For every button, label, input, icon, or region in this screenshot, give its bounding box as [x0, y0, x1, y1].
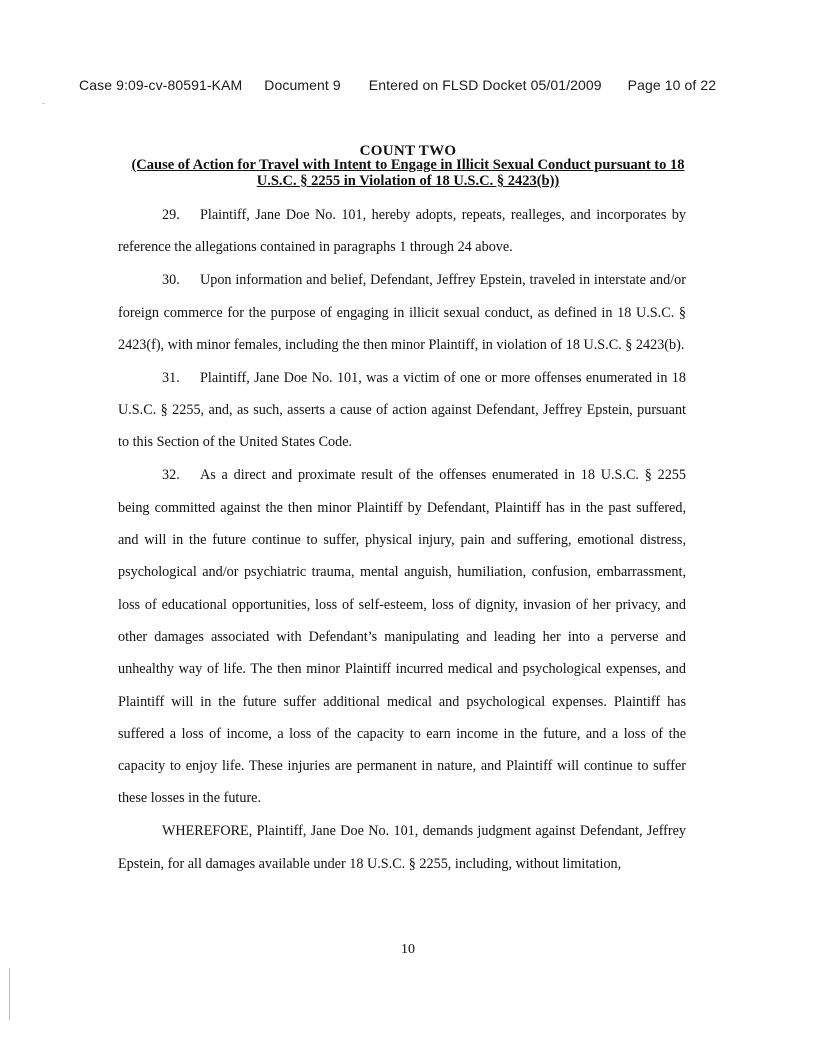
case-number: Case 9:09-cv-80591-KAM [79, 77, 243, 93]
page-count: Page 10 of 22 [627, 77, 717, 93]
scan-speck [42, 103, 45, 104]
page-number: 10 [401, 942, 415, 957]
paragraph-number: 30. [162, 272, 180, 289]
paragraph-number: 29. [162, 207, 180, 223]
paragraph-text: As a direct and proximate result of the offenses enumerated in 18 U.S.C. § 2255 being committed against the then minor Plaintiff by Defendant, Plaintiff has in the past suffered, and will in the future continue to suffer, physical injury, pain and suffering, emotional distress, psychological and/or psychiatric trauma, mental anguish, humiliation, confusion, embarrassment, loss of educational opportunities, loss of self-esteem, loss of dignity, invasion of her privacy, and other damages associated with Defendant’s manipulating and leading her into a perverse and unhealthy way of life. The then minor Plaintiff incurred medical and psychological expenses, and Plaintiff will in the future suffer additional medical and psychological expenses. Plaintiff has suffered a loss of income, a loss of the capacity to earn income in the future, and a loss of the capacity to enjoy life. These injuries are permanent in nature, and Plaintiff will continue to suffer these losses in the future. [118, 467, 686, 807]
paragraph-number: 32. [162, 467, 180, 484]
paragraph-31 [118, 362, 686, 459]
paragraph-text: Upon information and belief, Defendant, Jeffrey Epstein, traveled in interstate and/or foreign commerce for the purpose of engaging in illicit sexual conduct, as defined in 18 U.S.C. § 2423(f), with minor females, including the then minor Plaintiff, in violation of 18 U.S.C. § 2423(b). [118, 272, 686, 353]
document-number: Document 9 [264, 77, 341, 93]
count-heading: COUNT TWO [359, 143, 457, 159]
docket-entry-date: Entered on FLSD Docket 05/01/2009 [368, 77, 602, 93]
wherefore-clause: WHEREFORE, Plaintiff, Jane Doe No. 101, demands judgment against Defendant, Jeffrey Epstein, for all damages available under 18 U.S.C. § 2255, including, without limitation, [118, 823, 686, 872]
count-subheading: (Cause of Action for Travel with Intent to Engage in Illicit Sexual Conduct pursuant to 18 U.S.C. § 2255 in Violation of 18 U.S.C. § 2423(b)) [131, 157, 685, 189]
paragraph-29 [118, 199, 686, 264]
paragraph-text: Plaintiff, Jane Doe No. 101, was a victim of one or more offenses enumerated in 18 U.S.C. § 2255, and, as such, asserts a cause of action against Defendant, Jeffrey Epstein, pursuant to this Section of the United States Code. [118, 369, 686, 451]
complaint-body [118, 199, 686, 880]
paragraph-number: 31. [162, 369, 180, 386]
paragraph-30 [118, 264, 686, 361]
scan-margin-line [9, 968, 10, 1020]
docket-header [79, 77, 739, 93]
paragraph-32 [118, 459, 686, 814]
paragraph-text: Plaintiff, Jane Doe No. 101, hereby adopts, repeats, realleges, and incorporates by reference the allegations contained in paragraphs 1 through 24 above. [118, 207, 686, 256]
